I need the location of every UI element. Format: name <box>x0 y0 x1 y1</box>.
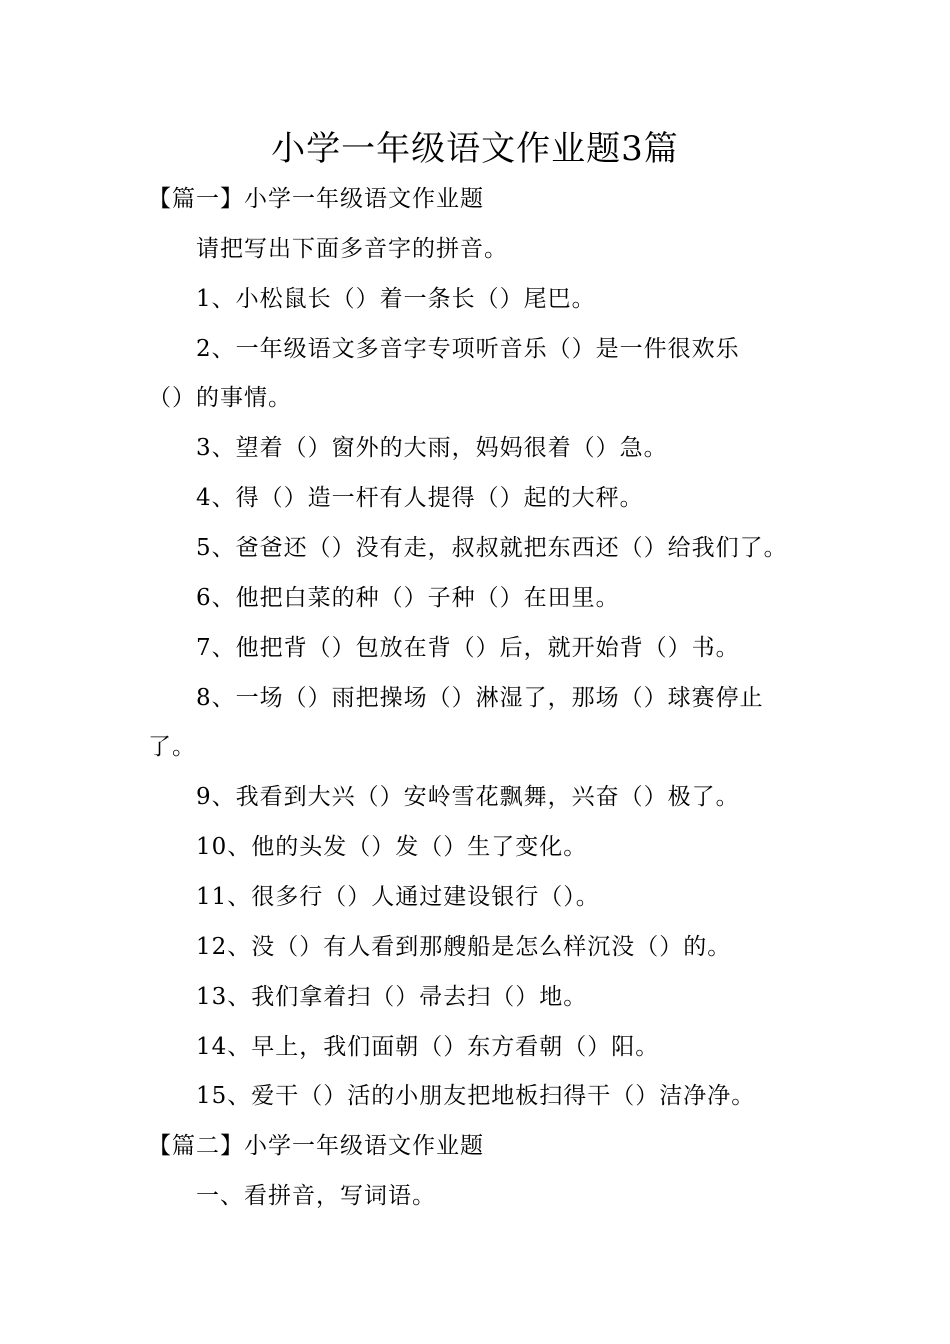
question-item: 13、我们拿着扫（）帚去扫（）地。 <box>196 984 588 1010</box>
question-item: 6、他把白菜的种（）子种（）在田里。 <box>196 585 620 611</box>
document-title: 小学一年级语文作业题3篇 <box>271 129 679 169</box>
question-item: 8、一场（）雨把操场（）淋湿了，那场（）球赛停止 <box>196 685 764 711</box>
question-item: 11、很多行（）人通过建设银行（）。 <box>196 884 600 910</box>
question-item: 12、没（）有人看到那艘船是怎么样沉没（）的。 <box>196 934 732 960</box>
question-item: 1、小松鼠长（）着一条长（）尾巴。 <box>196 286 596 312</box>
question-item-continuation: （）的事情。 <box>148 385 292 411</box>
section2-instruction: 一、看拼音，写词语。 <box>196 1183 436 1209</box>
section1-instruction: 请把写出下面多音字的拼音。 <box>196 236 508 262</box>
question-item-continuation: 了。 <box>148 734 196 760</box>
question-item: 14、早上，我们面朝（）东方看朝（）阳。 <box>196 1034 660 1060</box>
section2-heading: 【篇二】小学一年级语文作业题 <box>148 1133 484 1159</box>
question-item: 5、爸爸还（）没有走，叔叔就把东西还（）给我们了。 <box>196 535 788 561</box>
section1-heading: 【篇一】小学一年级语文作业题 <box>148 186 484 212</box>
question-item: 4、得（）造一杆有人提得（）起的大秤。 <box>196 485 644 511</box>
question-item: 7、他把背（）包放在背（）后，就开始背（）书。 <box>196 635 740 661</box>
question-item: 15、爱干（）活的小朋友把地板扫得干（）洁净净。 <box>196 1083 756 1109</box>
question-item: 10、他的头发（）发（）生了变化。 <box>196 834 588 860</box>
question-item: 3、望着（）窗外的大雨，妈妈很着（）急。 <box>196 435 668 461</box>
question-item: 2、一年级语文多音字专项听音乐（）是一件很欢乐 <box>196 336 740 362</box>
question-item: 9、我看到大兴（）安岭雪花飘舞，兴奋（）极了。 <box>196 784 740 810</box>
